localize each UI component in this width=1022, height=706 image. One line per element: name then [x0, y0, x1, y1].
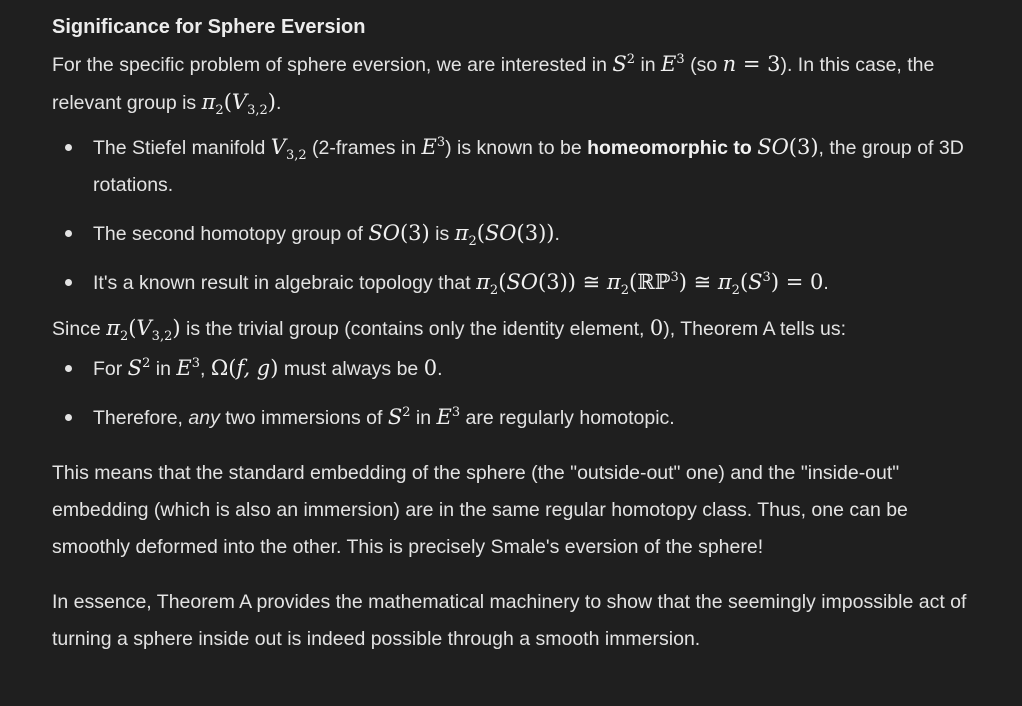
- math-zero: 0: [649, 316, 664, 340]
- intro-paragraph: For the specific problem of sphere eversion, we are interested in $S^2$ in $E^3$ (so n = 3). In this case, the relevant group is $\pi_2(V_{3,2})$.: [52, 52, 935, 119]
- math-e3: $E^3$: [436, 405, 461, 429]
- conclusion-paragraph: This means that the standard embedding of the sphere (the "outside-out" one) and the "inside-out" embedding (which is also an immersion) are in the same regular homotopy class. Thus, one can be smoothly deformed into the other. This is precisely Smale's eversion of the sphere!: [52, 462, 908, 558]
- list-item: The Stiefel manifold $V_{3,2}$ (2-frames in $E^3$) is known to be homeomorphic to SO(3), the group of 3D rotations.: [52, 129, 982, 204]
- summary-paragraph: In essence, Theorem A provides the mathematical machinery to show that the seemingly impossible act of turning a sphere inside out is indeed possible through a smooth immersion.: [52, 591, 967, 650]
- math-n-eq-3: n = 3: [722, 52, 781, 76]
- list-item: Therefore, any two immersions of $S^2$ in $E^3$ are regularly homotopic.: [52, 399, 982, 437]
- bold-text: homeomorphic to: [587, 137, 752, 159]
- math-isomorphism-chain: $\pi_2(SO(3))$ ≅ $\pi_2(ℝℙ^3)$ ≅ $\pi_2(S^3) = 0$: [476, 270, 824, 299]
- math-omega-fg: Ω(f, g): [210, 356, 279, 380]
- math-s2: $S^2$: [127, 356, 151, 380]
- consequences-list: [52, 350, 982, 437]
- italic-text: any: [188, 407, 220, 429]
- list-item: It's a known result in algebraic topology that $\pi_2(SO(3))$ ≅ $\pi_2(ℝℙ^3)$ ≅ $\pi_2(S^3) = 0$.: [52, 264, 982, 302]
- bullet-icon: [65, 144, 72, 151]
- math-e3: $E^3$: [661, 52, 685, 76]
- math-v32: $V_{3,2}$: [270, 135, 307, 164]
- math-pi2-so3: $\pi_2(SO(3))$: [454, 221, 555, 250]
- math-so3: SO(3): [757, 135, 819, 159]
- math-pi2-v32: $\pi_2(V_{3,2})$: [106, 316, 181, 345]
- bullet-icon: [65, 230, 72, 237]
- math-e3: $E^3$: [421, 135, 446, 159]
- section-heading: Significance for Sphere Eversion: [52, 16, 366, 38]
- math-so3: SO(3): [368, 221, 430, 245]
- math-s2: $S^2$: [387, 405, 411, 429]
- properties-list: [52, 129, 982, 302]
- bullet-icon: [65, 279, 72, 286]
- list-item: For $S^2$ in $E^3$, Ω(f, g) must always be 0.: [52, 350, 982, 388]
- bullet-icon: [65, 414, 72, 421]
- math-s2: $S^2$: [612, 52, 636, 76]
- bullet-icon: [65, 365, 72, 372]
- math-zero: 0: [423, 356, 438, 380]
- math-e3: $E^3$: [176, 356, 200, 380]
- list-item: The second homotopy group of SO(3) is $\pi_2(SO(3))$.: [52, 215, 982, 253]
- math-pi2-v32: $\pi_2(V_{3,2})$: [201, 90, 276, 119]
- trivial-group-paragraph: Since $\pi_2(V_{3,2})$ is the trivial group (contains only the identity element, 0), Theorem A tells us:: [52, 316, 847, 345]
